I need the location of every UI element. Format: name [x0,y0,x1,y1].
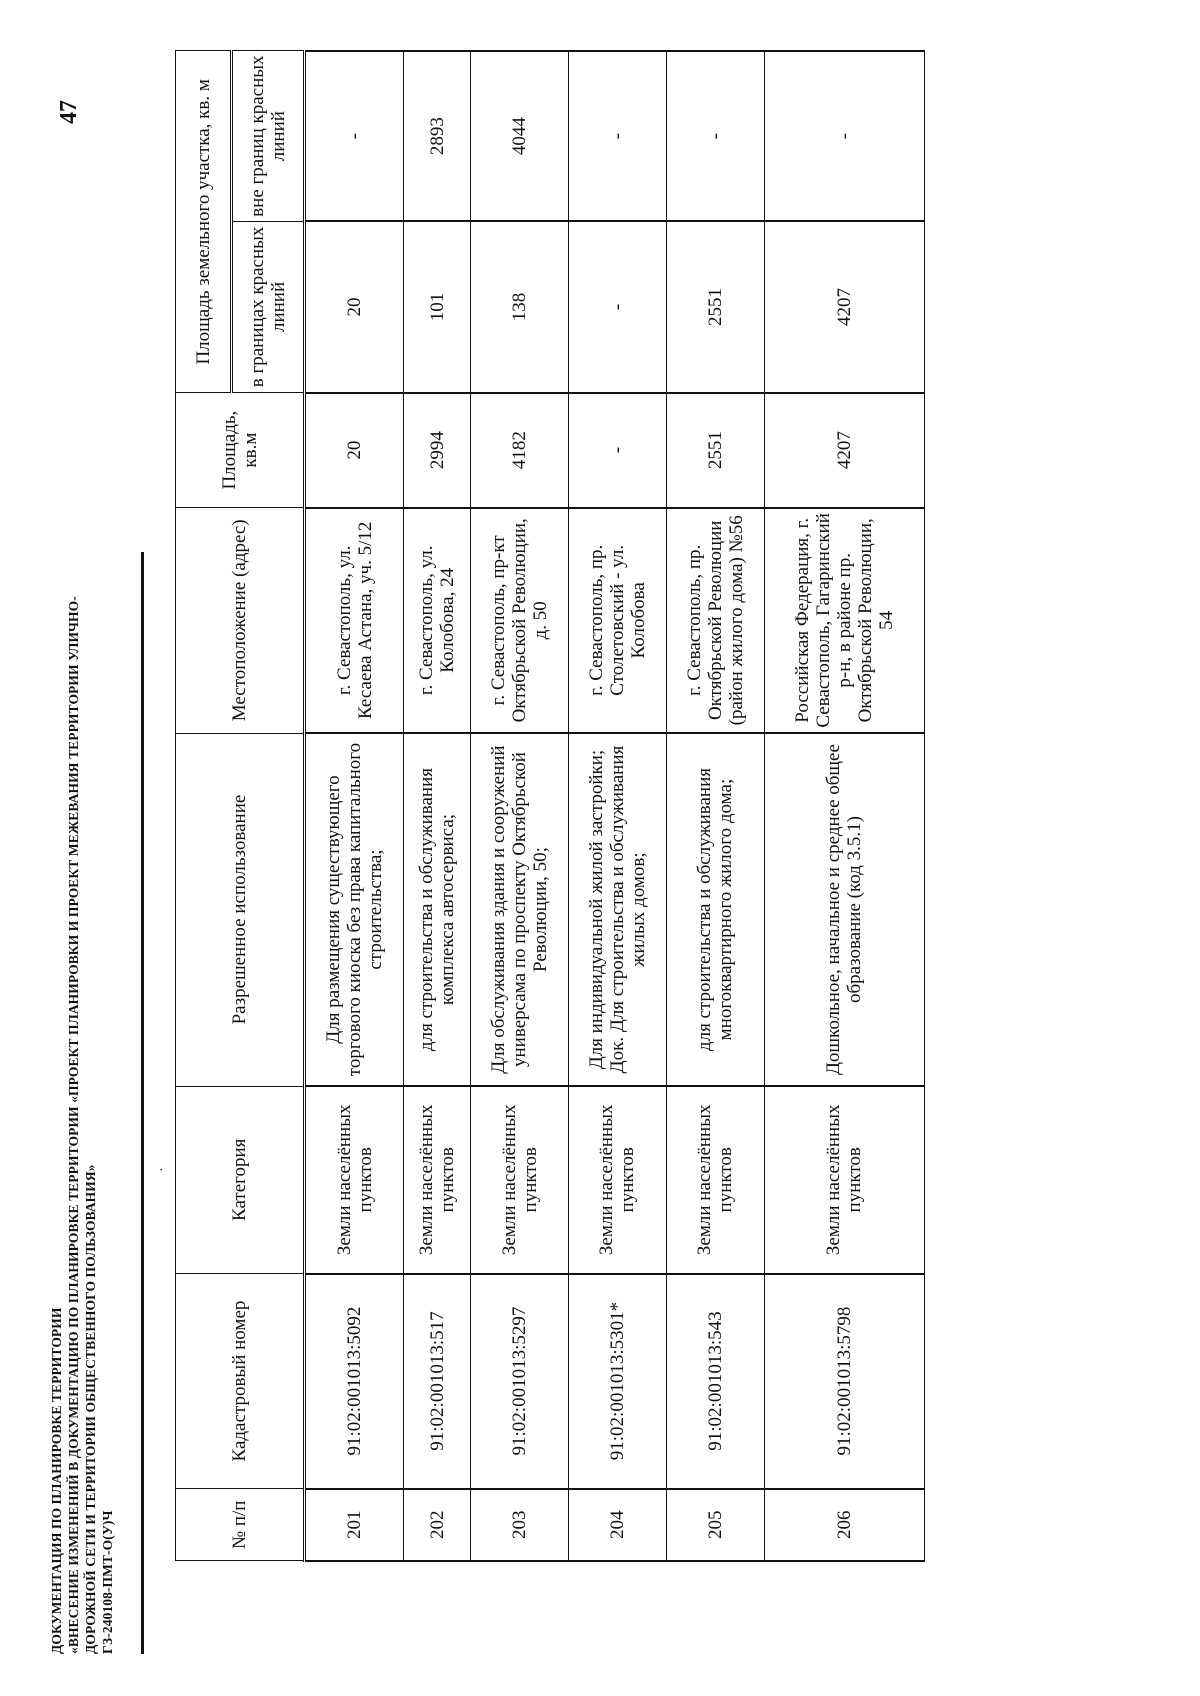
col-header-location: Местоположение (адрес) [176,508,305,733]
table-row [764,51,924,1561]
cell-area: 4182 [471,393,569,508]
cell-outside: - [764,51,924,221]
cell-permitted-use: для строительства и обслуживания комплекса автосервиса; [404,733,471,1086]
page-number: 47 [55,100,82,124]
table-row [471,51,569,1561]
cell-cadastral: 91:02:001013:5301* [569,1274,667,1489]
cell-location: г. Севастополь, пр. Октябрьской Революции (район жилого дома) №56 [666,508,764,733]
cell-category: Земли населённых пунктов [569,1086,667,1273]
col-header-permitted-use: Разрешенное использование [176,733,305,1086]
col-header-category: Категория [176,1086,305,1273]
cell-within: 101 [404,221,471,392]
col-header-area: Площадь, кв.м [176,393,305,508]
cell-area: - [569,393,667,508]
header-line: ДОРОЖНОЙ СЕТИ И ТЕРРИТОРИИ ОБЩЕСТВЕННОГО ПОЛЬЗОВАНИЯ» [83,1164,98,1654]
cell-within: 138 [471,221,569,392]
table-row [404,51,471,1561]
cell-permitted-use: Для обслуживания здания и сооружений универсама по проспекту Октябрьской Революции, 50; [471,733,569,1086]
header-line: ДОКУМЕНТАЦИЯ ПО ПЛАНИРОВКЕ ТЕРРИТОРИИ [49,1307,64,1654]
cell-category: Земли населённых пунктов [471,1086,569,1273]
cell-outside: - [305,51,404,221]
col-header-land-area-group: Площадь земельного участка, кв. м [176,51,232,393]
cell-num: 203 [471,1489,569,1561]
col-header-within-red-lines: в границах красных линий [232,221,305,392]
cell-num: 201 [305,1489,404,1561]
cell-permitted-use: Для индивидуальной жилой застройки; Док. Для строительства и обслуживания жилых домов; [569,733,667,1086]
header-divider [141,552,144,1654]
cell-permitted-use: Для размещения существующего торгового киоска без права капитального строительства; [305,733,404,1086]
col-header-cadastral: Кадастровый номер [176,1274,305,1489]
cell-location: г. Севастополь, ул. Колобова, 24 [404,508,471,733]
cell-within: 20 [305,221,404,392]
cell-within: 2551 [666,221,764,392]
cell-area: 4207 [764,393,924,508]
table-row [569,51,667,1561]
cell-location: г. Севастополь, пр. Столетовский - ул. Колобова [569,508,667,733]
document-header [48,34,116,1654]
cell-outside: - [569,51,667,221]
land-plots-table [175,50,925,1562]
cell-outside: 2893 [404,51,471,221]
table-row [666,51,764,1561]
cell-outside: - [666,51,764,221]
cell-category: Земли населённых пунктов [764,1086,924,1273]
cell-num: 206 [764,1489,924,1561]
cell-outside: 4044 [471,51,569,221]
cell-permitted-use: для строительства и обслуживания многоквартирного жилого дома; [666,733,764,1086]
cell-cadastral: 91:02:001013:5092 [305,1274,404,1489]
header-line: ГЗ-240108-ПМТ-О(У)Ч [100,1510,115,1654]
cell-category: Земли населённых пунктов [666,1086,764,1273]
cell-area: 20 [305,393,404,508]
cell-within: - [569,221,667,392]
col-header-num: № п/п [176,1489,305,1561]
cell-cadastral: 91:02:001013:5798 [764,1274,924,1489]
cell-within: 4207 [764,221,924,392]
header-line: «ВНЕСЕНИЕ ИЗМЕНЕНИЙ В ДОКУМЕНТАЦИЮ ПО ПЛАНИРОВКЕ ТЕРРИТОРИИ «ПРОЕКТ ПЛАНИРОВКИ И ПРОЕКТ МЕЖЕВАНИЯ ТЕРРИТОРИИ УЛИЧНО- [66,596,81,1654]
cell-permitted-use: Дошкольное, начальное и среднее общее образование (код 3.5.1) [764,733,924,1086]
cell-location: г. Севастополь, ул. Кесаева Астана, уч. 5/12 [305,508,404,733]
cell-location: г. Севастополь, пр-кт Октябрьской Революции, д. 50 [471,508,569,733]
cell-cadastral: 91:02:001013:543 [666,1274,764,1489]
cell-category: Земли населённых пунктов [305,1086,404,1273]
table-row [305,51,404,1561]
cell-cadastral: 91:02:001013:5297 [471,1274,569,1489]
stray-mark: · [155,1167,170,1172]
cell-location: Российская Федерация, г. Севастополь, Гагаринский р-н, в районе пр. Октябрьской Революции, 54 [764,508,924,733]
cell-num: 202 [404,1489,471,1561]
col-header-outside-red-lines: вне границ красных линий [232,51,305,221]
cell-cadastral: 91:02:001013:517 [404,1274,471,1489]
cell-num: 204 [569,1489,667,1561]
cell-area: 2551 [666,393,764,508]
cell-category: Земли населённых пунктов [404,1086,471,1273]
cell-num: 205 [666,1489,764,1561]
cell-area: 2994 [404,393,471,508]
